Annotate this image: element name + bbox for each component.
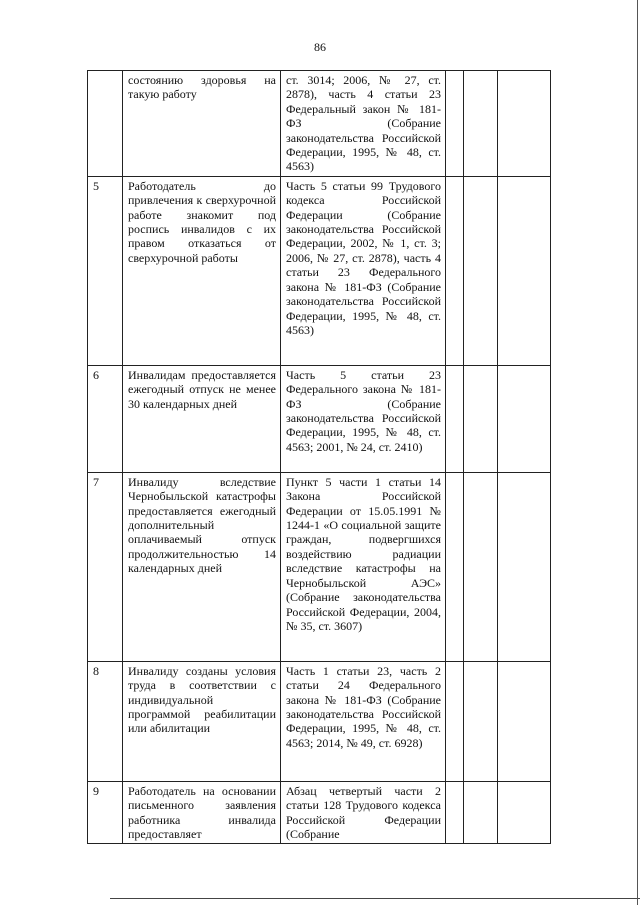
requirement-text: Инвалиду вследствие Чернобыльской катастрофы предоставляется ежегодный дополнительный оплачиваемый отпуск продолжительностью 14 календарных дней [123, 472, 281, 661]
answer-no-cell [464, 472, 498, 661]
page-number: 86 [314, 40, 326, 54]
requirement-text: Инвалиду созданы условия труда в соответствии с индивидуальной программой реабилитации или абилитации [123, 661, 281, 781]
notes-cell [498, 661, 551, 781]
answer-no-cell [464, 176, 498, 365]
answer-yes-cell [446, 365, 464, 472]
answer-yes-cell [446, 176, 464, 365]
legal-reference: Пункт 5 части 1 статьи 14 Закона Российской Федерации от 15.05.1991 № 1244-1 «О социальной защите граждан, подвергшихся воздействию радиации вследствие катастрофы на Чернобыльской АЭС» (Собрание законодательства Российской Федерации, 2004, № 35, ст. 3607) [281, 472, 446, 661]
legal-reference: Часть 5 статьи 99 Трудового кодекса Российской Федерации (Собрание законодательства Российской Федерации, 2002, № 1, ст. 3; 2006, № 27, ст. 2878), часть 4 статьи 23 Федерального закона № 181-ФЗ (Собрание законодательства Российской Федерации, 1995, № 48, ст. 4563) [281, 176, 446, 365]
table-row [88, 472, 551, 661]
legal-reference: Часть 5 статьи 23 Федерального закона № 181-ФЗ (Собрание законодательства Российской Федерации, 1995, № 48, ст. 4563; 2001, № 24, ст. 2410) [281, 365, 446, 472]
notes-cell [498, 781, 551, 844]
legal-reference: Абзац четвертый части 2 статьи 128 Трудового кодекса Российской Федерации (Собрание [281, 781, 446, 844]
answer-yes-cell [446, 661, 464, 781]
requirements-table [87, 70, 551, 844]
answer-no-cell [464, 781, 498, 844]
table-row [88, 176, 551, 365]
legal-reference: Часть 1 статьи 23, часть 2 статьи 24 Федерального закона № 181-ФЗ (Собрание законодательства Российской Федерации, 1995, № 48, ст. 4563; 2014, № 49, ст. 6928) [281, 661, 446, 781]
answer-yes-cell [446, 472, 464, 661]
requirement-text: Инвалидам предоставляется ежегодный отпуск не менее 30 календарных дней [123, 365, 281, 472]
table-row [88, 661, 551, 781]
notes-cell [498, 176, 551, 365]
answer-yes-cell [446, 781, 464, 844]
legal-reference: ст. 3014; 2006, № 27, ст. 2878), часть 4 статьи 23 Федеральный закон № 181-ФЗ (Собрание законодательства Российской Федерации, 1995, № 48, ст. 4563) [281, 71, 446, 177]
row-number [88, 71, 123, 177]
table-row [88, 365, 551, 472]
requirement-text: Работодатель до привлечения к сверхурочной работе знакомит под роспись инвалидов с их правом отказаться от сверхурочной работы [123, 176, 281, 365]
answer-yes-cell [446, 71, 464, 177]
table-row [88, 781, 551, 844]
notes-cell [498, 71, 551, 177]
requirement-text: состоянию здоровья на такую работу [123, 71, 281, 177]
answer-no-cell [464, 71, 498, 177]
row-number: 8 [88, 661, 123, 781]
requirement-text: Работодатель на основании письменного заявления работника инвалида предоставляет [123, 781, 281, 844]
row-number: 5 [88, 176, 123, 365]
answer-no-cell [464, 365, 498, 472]
scan-edge-line [110, 898, 640, 899]
row-number: 9 [88, 781, 123, 844]
row-number: 6 [88, 365, 123, 472]
notes-cell [498, 472, 551, 661]
table-row [88, 71, 551, 177]
row-number: 7 [88, 472, 123, 661]
scan-edge-line [637, 0, 638, 905]
answer-no-cell [464, 661, 498, 781]
notes-cell [498, 365, 551, 472]
